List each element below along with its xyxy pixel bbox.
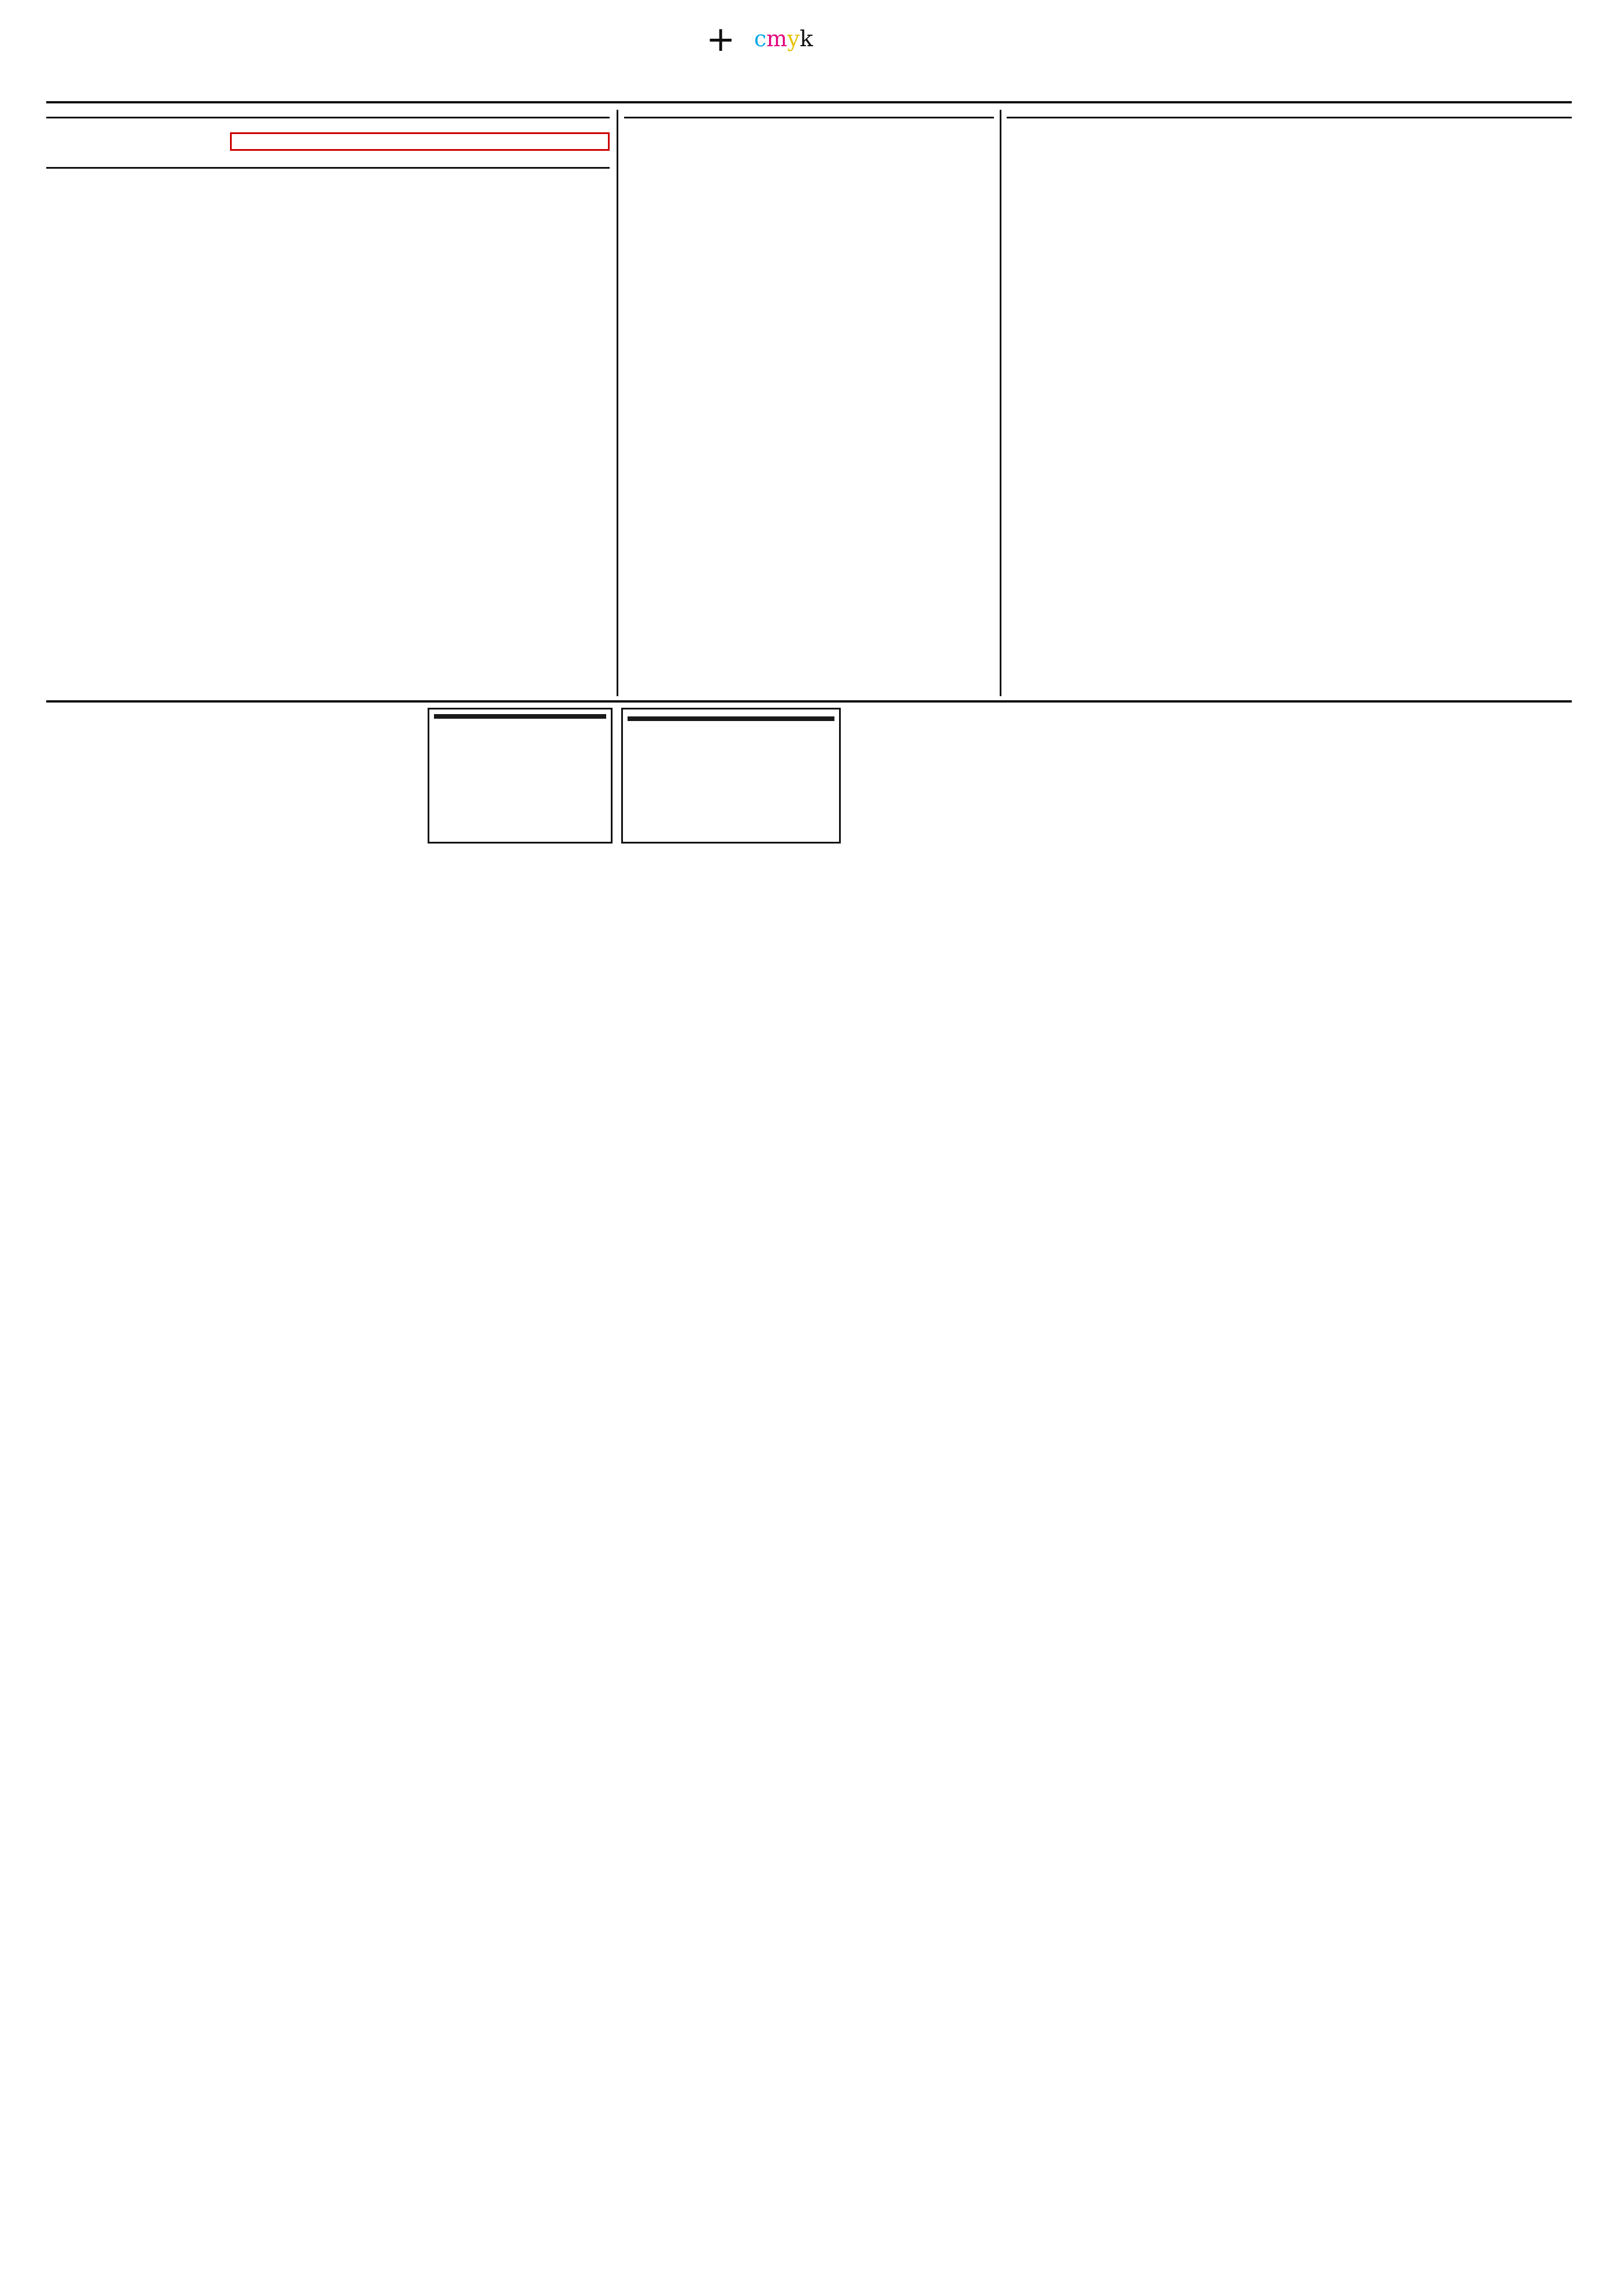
highlight-box [230,132,610,151]
registration-mark: + [706,19,736,60]
story-kicker [1007,110,1572,118]
story-2 [624,110,994,131]
column-rule [617,110,618,696]
story-kicker [46,110,610,118]
column-rule [1000,110,1001,696]
masthead [46,61,1572,103]
story-kicker [46,167,610,176]
two-wheeler-insurance-ad [621,708,841,844]
story-1 [46,110,610,176]
bungalow-ad [428,708,613,844]
story-kicker [624,110,994,118]
body-text [46,132,220,157]
ad-title [434,714,606,719]
masthead-left [46,66,67,90]
story-3 [1007,110,1572,138]
section-rule [46,700,1572,703]
cmyk-mark: cmyk [754,26,813,51]
